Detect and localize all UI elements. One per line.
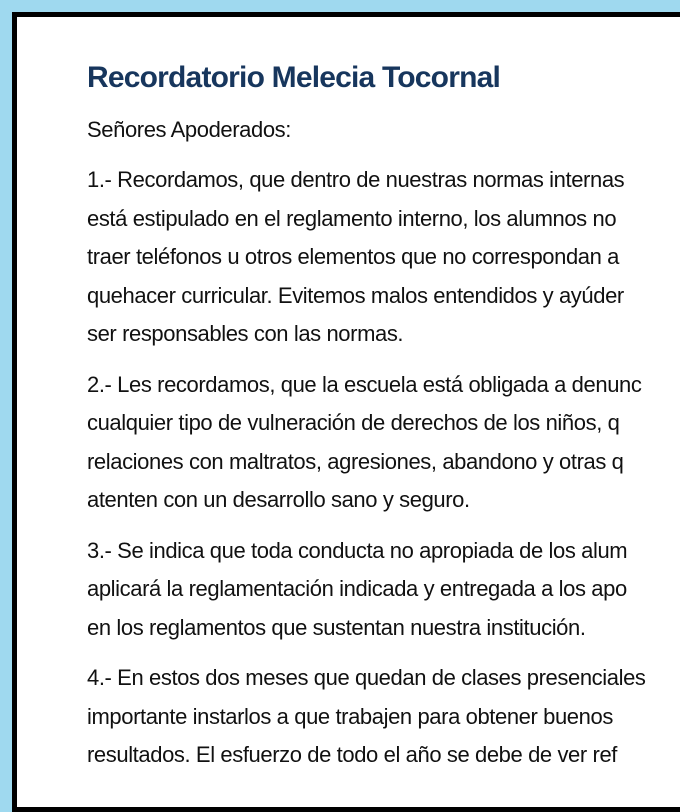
paragraph-line: 2.- Les recordamos, que la escuela está obligada a denunc: [87, 371, 642, 397]
document-content: [87, 57, 680, 775]
paragraph-line: 3.- Se indica que toda conducta no apropiada de los alum: [87, 537, 628, 563]
paragraph-line: quehacer curricular. Evitemos malos entendidos y ayúder: [87, 282, 624, 308]
greeting: Señores Apoderados:: [87, 117, 291, 142]
paragraph-line: aplicará la reglamentación indicada y entregada a los apo: [87, 576, 627, 601]
paragraph-line: traer teléfonos u otros elementos que no correspondan a: [87, 244, 620, 269]
paragraph-2: [87, 366, 680, 520]
paragraph-4: [87, 659, 680, 775]
paragraph-line: importante instarlos a que trabajen para obtener buenos: [87, 703, 613, 729]
paragraph-line: atenten con un desarrollo sano y seguro.: [87, 487, 470, 512]
document-title: Recordatorio Melecia Tocornal: [87, 61, 501, 94]
paragraph-line: está estipulado en el reglamento interno, los alumnos no: [87, 205, 617, 231]
paragraph-line: 1.- Recordamos, que dentro de nuestras normas internas: [87, 167, 625, 192]
paragraph-line: resultados. El esfuerzo de todo el año se debe de ver ref: [87, 742, 617, 767]
paragraph-line: cualquier tipo de vulneración de derechos de los niños, q: [87, 410, 620, 435]
paragraph-1: [87, 161, 680, 354]
paragraph-line: relaciones con maltratos, agresiones, abandono y otras q: [87, 448, 624, 474]
paragraph-line: 4.- En estos dos meses que quedan de clases presenciales: [87, 665, 646, 690]
document-page: [12, 12, 680, 812]
paragraph-line: en los reglamentos que sustentan nuestra institución.: [87, 614, 586, 640]
paragraph-line: ser responsables con las normas.: [87, 321, 404, 346]
paragraph-3: [87, 532, 680, 648]
